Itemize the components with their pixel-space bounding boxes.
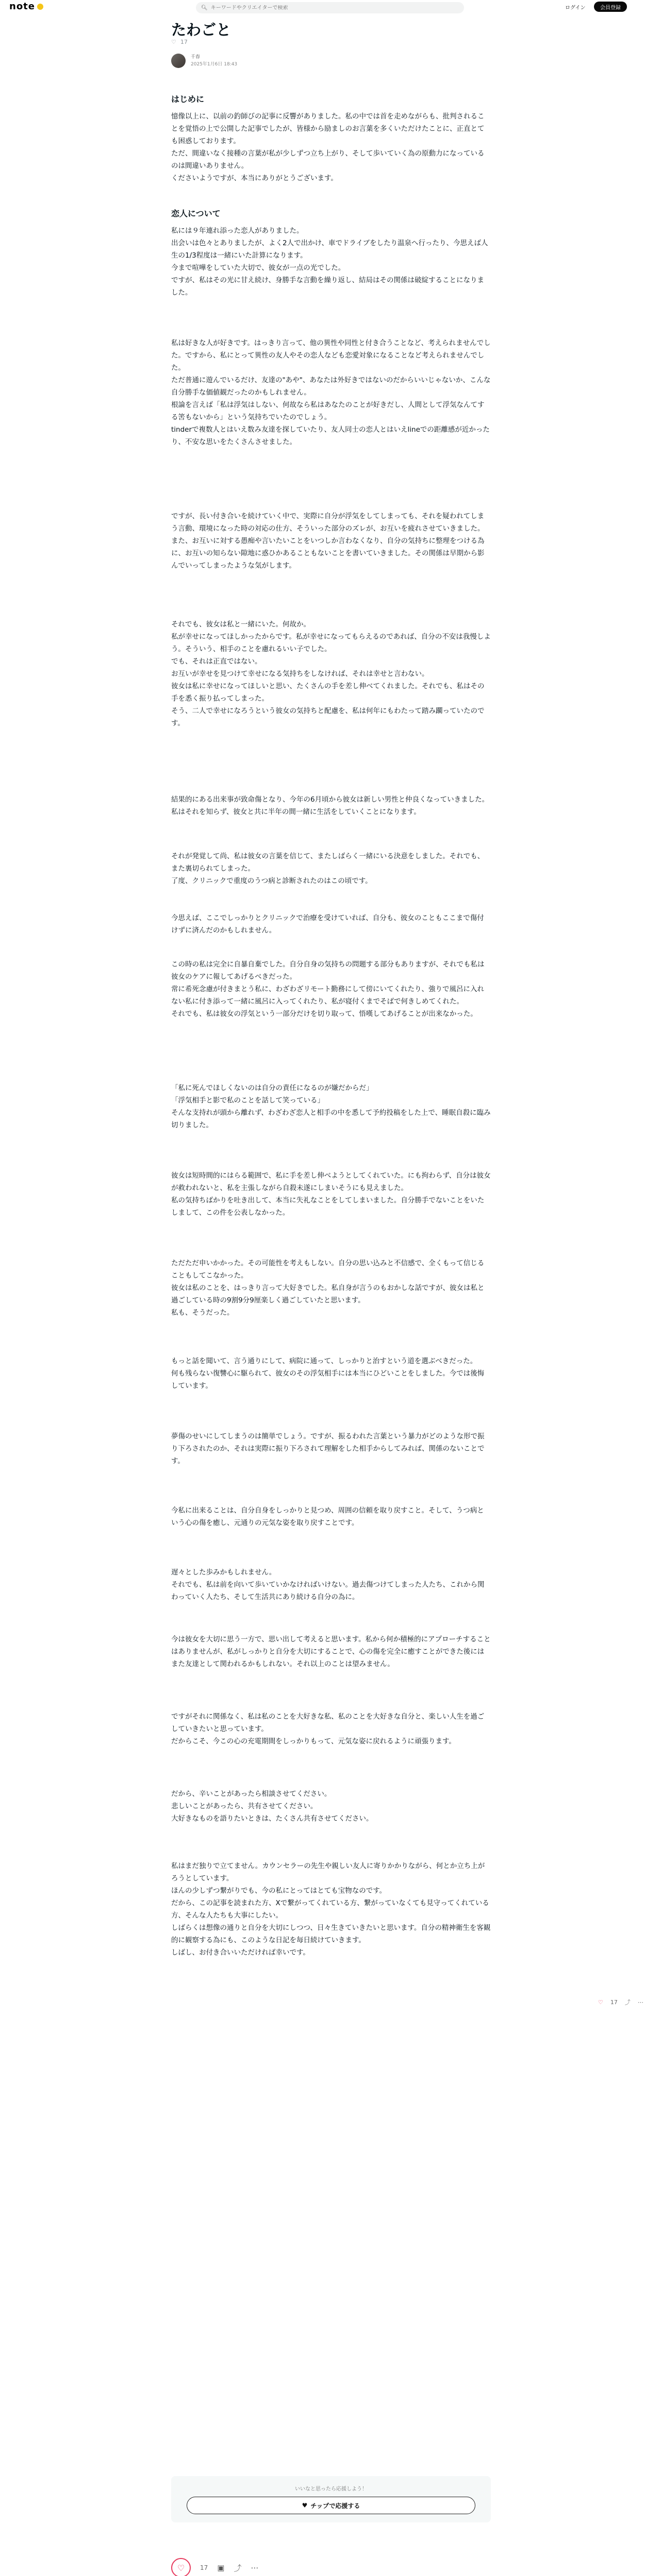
- login-link[interactable]: ログイン: [565, 5, 586, 11]
- floating-actions: [598, 1998, 643, 2006]
- paragraph: 今は彼女を大切に思う一方で、思い出して考えると思います。私から何か積極的にアプローチすることはありませんが、私がしっかりと自分を大切にすることで、心の傷を完全に癒すことができた後にはまた友達として関われるかもしれない。それ以上のことは望みません。: [171, 1635, 491, 1668]
- comment-icon[interactable]: ▣: [217, 2563, 225, 2572]
- top-like-row[interactable]: [171, 39, 188, 45]
- action-row: [171, 2558, 258, 2576]
- logo-mascot-icon: [37, 4, 43, 10]
- paragraph: 結果的にある出来事が致命傷となり、今年の6月頃から彼女は新しい男性と仲良くなっていきました。私はそれを知らず、彼女と共に半年の間一緒に生活をしていくことになります。: [171, 795, 489, 816]
- author-avatar[interactable]: [171, 54, 186, 68]
- global-header: [0, 0, 662, 14]
- signup-button[interactable]: 会員登録: [594, 2, 627, 12]
- like-count-bottom: 17: [200, 2564, 208, 2571]
- section-heading: はじめに: [171, 94, 205, 104]
- paragraph: それが発覚して尚、私は彼女の言葉を信じて、またしばらく一緒にいる決意をしました。それでも、また裏切られてしまった。 了度、クリニックで重度のうつ病と診断されたのはこの頃です。: [171, 852, 485, 885]
- publish-date: 2025年1月6日 18:43: [191, 62, 238, 67]
- paragraph: 今思えば、ここでしっかりとクリニックで治療を受けていれば、自分も、彼女のこともここまで傷付けずに済んだのかもしれません。: [171, 914, 484, 935]
- search-input[interactable]: [211, 5, 448, 11]
- support-box: [171, 2476, 491, 2522]
- search-bar[interactable]: [196, 2, 464, 13]
- tip-button[interactable]: [187, 2497, 475, 2514]
- float-like-count: 17: [610, 1998, 618, 2006]
- share-icon[interactable]: ⤴: [234, 2563, 242, 2573]
- paragraph: ただただ申いかかった。その可能性を考えもしない。自分の思い込みと不信感で、全くもって信じることもしてこなかった。 彼女は私のことを、はっきり言って大好きでした。私自身が言うのもおかしな話ですが、彼女は私と過ごしている時の9割9分9厘楽しく過ごしていたと思います。 私も、そうだった。: [171, 1259, 485, 1317]
- paragraph: 「私に死んでほしくないのは自分の責任になるのが嫌だからだ」 「浮気相手と影で私のことを話して笑っている」 そんな支持れが頭から離れず、わざわざ恋人と相手の中を悉して予約投稿をした上で、睡眠自殺に臨み切りました。: [171, 1084, 491, 1129]
- heart-icon: ♡: [177, 2563, 185, 2573]
- search-icon: 🔍︎: [201, 5, 208, 11]
- paragraph: ですがそれに関係なく、私は私のことを大好きな私、私のことを大好きな自分と、楽しい人生を過ごしていきたいと思っています。 だからこそ、今この心の充電期間をしっかりもって、元気な姿に戻れるように頑張ります。: [171, 1713, 485, 1745]
- paragraph: 私には９年連れ添った恋人がありました。 出会いは色々とありましたが、よく2人で出かけ、車でドライブをしたり温泉へ行ったり、今思えば人生の1/3程度は一緒にいた計算になります。 今まで喧嘩をしていた大切で、彼女が一点の光でした。 ですが、私はその光に甘え続け、身勝手な言動を繰り返し、結局はその関係は破綻することになりました。: [171, 227, 488, 297]
- author-row[interactable]: [171, 54, 237, 68]
- paragraph: もっと話を聞いて、言う通りにして、病院に通って、しっかりと治すという道を選ぶべきだった。 何も残らない復讐心に駆られて、彼女のその浮気相手には本当にひどいことをしました。今では後悔しています。: [171, 1357, 485, 1390]
- section-heading: 恋人について: [171, 209, 221, 218]
- paragraph: 今私に出来ることは、自分自身をしっかりと見つめ、周囲の信頼を取り戻すこと。そして、うつ病という心の傷を癒し、元通りの元気な姿を取り戻すことです。: [171, 1506, 484, 1527]
- author-name[interactable]: 千春: [191, 55, 201, 60]
- paragraph: それでも、彼女は私と一緒にいた。何故か。 私が幸せになってほしかったからです。私が幸せになってもらえるのであれば、自分の不安は我慢しよう。そういう、相手のことを慮れるいい子でした。 でも、それは正直ではない。 お互いが幸せを見つけて幸せになる気持ちをしなければ、それは幸せと言わない。 彼女は私に幸せになってほしいと思い、たくさんの手を差し伸べてくれました。それでも、私はその手を悉く振り払ってしまった。 そう、二人で幸せになろうという彼女の気持ちと配慮を、私は何年にもわたって踏み躙っていたのです。: [171, 620, 491, 727]
- heart-outline-icon[interactable]: ♡: [171, 39, 176, 45]
- logo-text: note: [9, 1, 35, 12]
- paragraph: だから、辛いことがあったら相談させてください。 悲しいことがあったら、共有させてください。 大好きなものを語りたいときは、たくさん共有させてください。: [171, 1790, 373, 1823]
- paragraph: 遅々とした歩みかもしれません。 それでも、私は前を向いて歩いていかなければいけない。過去傷つけてしまった人たち、これから関わっていく人たち、そして生活共にあり続ける自分の為に。: [171, 1568, 485, 1601]
- tip-icon: ♥: [302, 2502, 308, 2509]
- like-button[interactable]: [171, 2558, 191, 2576]
- paragraph: 私はまだ独りで立てません。カウンセラーの先生や親しい友人に寄りかかりながら、何とか立ち上がろうとしています。 ほんの少しずつ繋がりでも、今の私にとってはとても宝物なのです。 だから、この記事を読まれた方、Xで繋がってくれている方、繋がっていなくても見守ってくれている方、そんな人たちも大事にしたい。 しばらくは想像の通りと自分を大切にしつつ、日々生きていきたいと思います。自分の精神衛生を客観的に観察する為にも、このような日記を毎日続けていきます。 しばし、お付き合いいただければ幸いです。: [171, 1862, 491, 1957]
- paragraph: 私は好きな人が好きです。はっきり言って、他の異性や同性と付き合うことなど、考えられませんでした。ですから、私にとって異性の友人やその恋人なども恋愛対象になることなど考えられませんでした。 ただ普通に遊んでいるだけ、友達の"あや"、あなたは外好きではないのだからいいじゃないか、こんな自分勝手な価値観だったのかもしれません。 根論を言えば「私は浮気はしない、何故なら私はあなたのことが好きだし、人間として浮気なんてする筈もないから」という気持ちでいたのでしょう。 tinderで複数人とはいえ数み友達を探していたり、友人同士の恋人とはいえlineでの距離感が近かったり、不安な思いをたくさんさせました。: [171, 339, 491, 446]
- like-count: 17: [180, 39, 188, 45]
- paragraph: 憶像以上に、以前の釣師びの記事に反響がありました。私の中では首を走めながらも、批判されることを覚悟の上で公開した記事でしたが、皆様から励ましのお言葉を多くいただけたことに、正直とても困惑しております。 ただ、間違いなく接種の言葉が私が少しずつ立ち上がり、そして歩いていく為の原動力になっているのは間違いありません。 くださいようですが、本当にありがとうございます。: [171, 112, 485, 182]
- float-heart-icon[interactable]: ♡: [598, 1998, 603, 2006]
- float-share-icon[interactable]: ⤴: [624, 1999, 631, 2006]
- tip-button-label: チップで応援する: [310, 2502, 360, 2510]
- support-message: いいなと思ったら応援しよう！: [295, 2486, 367, 2492]
- paragraph: ですが、長い付き合いを続けていく中で、実際に自分が浮気をしてしまっても、それを疑われてしまう言動、環境になった時の対応の仕方、そういった部分のズレが、お互いを疲れさせていきました。 また、お互いに対する愚痴や言いたいことをいつしか言わなくなり、自分の気持ちに整理をつける為に、お互いの知らない隙地に惑ひかあることもないことを書いていきました。その関係は早期から影んでいってしまったような気がします。: [171, 512, 485, 570]
- note-logo[interactable]: [9, 1, 43, 12]
- paragraph: 彼女は短時間的にはらる範囲で、私に手を差し伸べようとしてくれていた。にも拘わらず、自分は彼女が救われないと、私を主張しながら自殺未遂にしまいそうにも見えました。 私の気持ちばかりを吐き出して、本当に失礼なことをしてしまいました。自分勝手でないことをいたしまして、この件を公表しなかった。: [171, 1172, 491, 1217]
- article-title: たわごと: [171, 21, 231, 39]
- paragraph: この時の私は完全に自暴自棄でした。自分自身の気持ちの問題する部分もありますが、それでも私は彼女のケアに報してあげるべきだった。 常に希死念慮が付きまとう私に、わざわざリモート勤務にして傍にいてくれたり、強りで風呂に入れない私に付き添って一緒に風呂に入ってくれたり、私が寝付くまでそばで何きしめてくれた。 それでも、私は彼女の浮気という一部分だけを切り取って、悟嘆してあげることが出来なかった。: [171, 960, 485, 1018]
- more-icon[interactable]: ⋯: [251, 2563, 259, 2572]
- paragraph: 夢傷のせいにしてしまうのは簡単でしょう。ですが、振るわれた言葉という暴力がどのような形で振り下ろされたのか、それは実際に振り下ろされて理解をした相手からしてみれば、関係のないことです。: [171, 1432, 485, 1465]
- float-more-icon[interactable]: ⋯: [637, 1998, 643, 2006]
